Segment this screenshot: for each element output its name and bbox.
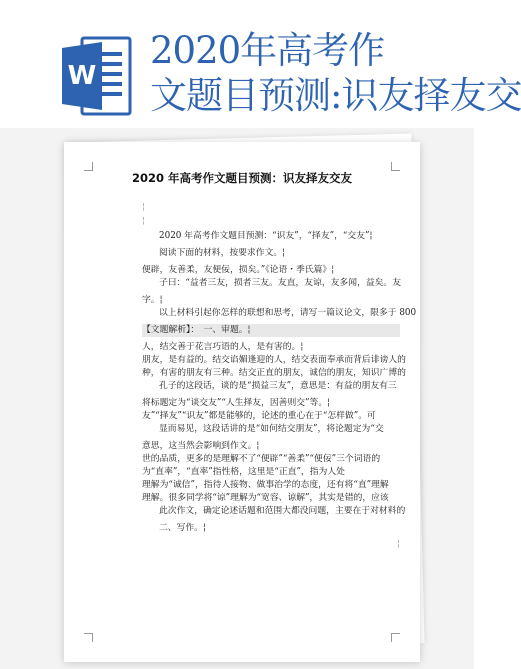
document-paragraph xyxy=(142,397,400,436)
page-corner-mark xyxy=(84,633,93,642)
paragraph-line: 世的品质，更多的是理解不了“便辟”“善柔”“便佞”三个词语的 xyxy=(142,454,381,464)
paragraph-mark: ¦ xyxy=(142,202,145,211)
banner-title xyxy=(150,29,521,117)
paragraph-line: 理解。很多同学将“谅”理解为“宽容、谅解”，其实是错的，应该 xyxy=(142,493,389,503)
word-document-icon xyxy=(62,34,132,118)
document-body xyxy=(142,202,417,553)
svg-text:W: W xyxy=(67,61,97,91)
document-paragraph xyxy=(142,247,400,260)
paragraph-mark: ¦ xyxy=(397,539,400,548)
paragraph-line: 此次作文，确定论述话题和范围大都没问题，主要在于对材料的 xyxy=(159,506,406,516)
document-paragraph xyxy=(142,341,406,393)
banner-title-line2: 文题目预测:识友择友交 xyxy=(150,74,521,117)
paragraph-line: 子曰：“益者三友，损者三友。友直，友谅，友多闻，益矣。友 xyxy=(159,278,402,288)
paragraph-line: 字。¦ xyxy=(142,295,163,305)
document-paragraph xyxy=(142,440,406,518)
document-paragraph xyxy=(142,522,400,535)
banner xyxy=(0,0,521,128)
paragraph-line: 种，有害的朋友有三种。结交正直的朋友，诚信的朋友，知识广博的 xyxy=(142,368,406,378)
document-page xyxy=(64,142,420,662)
paragraph-line: 二、写作。¦ xyxy=(159,523,206,533)
paragraph-line: 便辟，友善柔，友便佞，损矣。”《论语・季氏篇》¦ xyxy=(142,265,335,275)
paragraph-line: 朋友，是有益的。结交谄媚逢迎的人，结交表面奉承而背后诽谤人的 xyxy=(142,355,406,365)
banner-title-line1: 2020年高考作 xyxy=(150,29,385,72)
paragraph-line: 阅读下面的材料，按要求作文。¦ xyxy=(159,248,286,258)
paragraph-line: 以上材料引起你怎样的联想和思考，请写一篇议论文，限多于 800 xyxy=(159,308,417,318)
paragraph-line: 2020 年高考作文题目预测：“识友”，“择友”，“交友”¦ xyxy=(159,231,373,241)
paragraph-line: 理解为“诚信”，指待人接物、做事治学的态度，还有将“直”理解 xyxy=(142,480,389,490)
paragraph-line: 意思，这当然会影响到作文。¦ xyxy=(142,441,260,451)
document-title: 2020 年高考作文题目预测：识友择友交友 xyxy=(131,171,352,185)
document-paragraph xyxy=(142,230,400,243)
paragraph-line: 为“直率”，“直率”指性格，这里是“正直”，指为人处 xyxy=(142,467,345,477)
paragraph-line: 人，结交善于花言巧语的人，是有害的。¦ xyxy=(142,342,304,352)
paragraph-line: 将标题定为“谈交友”“人生择友，因善则交”等。¦ xyxy=(142,398,331,408)
document-paragraph xyxy=(142,294,417,320)
document-paragraph xyxy=(142,324,400,337)
paragraph-line: 显而易见，这段话讲的是“如何结交朋友”，将论题定为“交 xyxy=(159,424,384,434)
document-paragraph xyxy=(142,264,400,290)
paragraph-line: 【文题解析】： 一、审题。¦ xyxy=(142,324,400,337)
document-preview-area xyxy=(0,128,474,669)
paragraph-line: 孔子的这段话，谈的是“损益三友”，意思是：有益的朋友有三 xyxy=(159,381,397,391)
page-corner-mark xyxy=(391,633,400,642)
paragraph-mark: ¦ xyxy=(142,216,145,225)
paragraph-line: 友”“择友”“识友”都是能够的，论述的重心在于“怎样做”。可 xyxy=(142,411,376,421)
